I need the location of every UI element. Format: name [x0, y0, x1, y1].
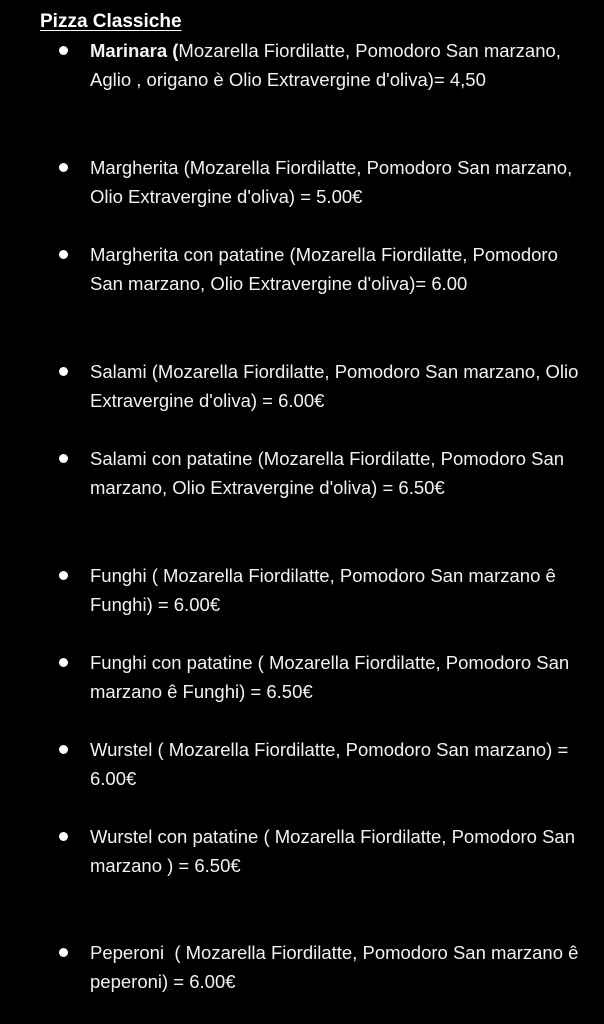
bullet-icon	[59, 250, 68, 259]
bullet-icon	[59, 658, 68, 667]
list-item-funghi	[90, 561, 580, 619]
section-title: Pizza Classiche	[40, 11, 182, 32]
item-text: Salami con patatine (Mozarella Fiordilatte, Pomodoro San marzano, Olio Extravergine d'oliva) = 6.50€	[90, 448, 565, 498]
list-item-wurstel-patatine	[90, 822, 580, 880]
item-text: Margherita con patatine (Mozarella Fiordilatte, Pomodoro San marzano, Olio Extravergine d'oliva)= 6.00	[90, 244, 558, 294]
bullet-icon	[59, 745, 68, 754]
item-name: Marinara (	[90, 40, 179, 61]
item-text: Salami (Mozarella Fiordilatte, Pomodoro San marzano, Olio Extravergine d'oliva) = 6.00€	[90, 361, 579, 411]
bullet-icon	[59, 46, 68, 55]
item-text: Margherita (Mozarella Fiordilatte, Pomodoro San marzano, Olio Extravergine d'oliva) = 5.00€	[90, 157, 573, 207]
item-text: Wurstel ( Mozarella Fiordilatte, Pomodoro San marzano) = 6.00€	[90, 739, 569, 789]
bullet-icon	[59, 948, 68, 957]
bullet-icon	[59, 163, 68, 172]
item-text: Funghi ( Mozarella Fiordilatte, Pomodoro San marzano ê Funghi) = 6.00€	[90, 565, 556, 615]
list-item-margherita	[90, 153, 580, 211]
list-item-margherita-patatine	[90, 240, 580, 298]
list-item-salami-patatine	[90, 444, 580, 502]
list-item-wurstel	[90, 735, 580, 793]
list-item-peperoni	[90, 938, 584, 996]
item-text: Funghi con patatine ( Mozarella Fiordilatte, Pomodoro San marzano ê Funghi) = 6.50€	[90, 652, 570, 702]
list-item-salami	[90, 357, 580, 415]
bullet-icon	[59, 832, 68, 841]
item-text: Peperoni ( Mozarella Fiordilatte, Pomodoro San marzano ê peperoni) = 6.00€	[90, 942, 584, 992]
list-item-funghi-patatine	[90, 648, 580, 706]
bullet-icon	[59, 367, 68, 376]
item-description: Mozarella Fiordilatte, Pomodoro San marzano, Aglio , origano è Olio Extravergine d'oliva)= 4,50	[90, 40, 561, 90]
list-item-marinara	[90, 36, 580, 94]
item-text: Wurstel con patatine ( Mozarella Fiordilatte, Pomodoro San marzano ) = 6.50€	[90, 826, 576, 876]
bullet-icon	[59, 454, 68, 463]
bullet-icon	[59, 571, 68, 580]
